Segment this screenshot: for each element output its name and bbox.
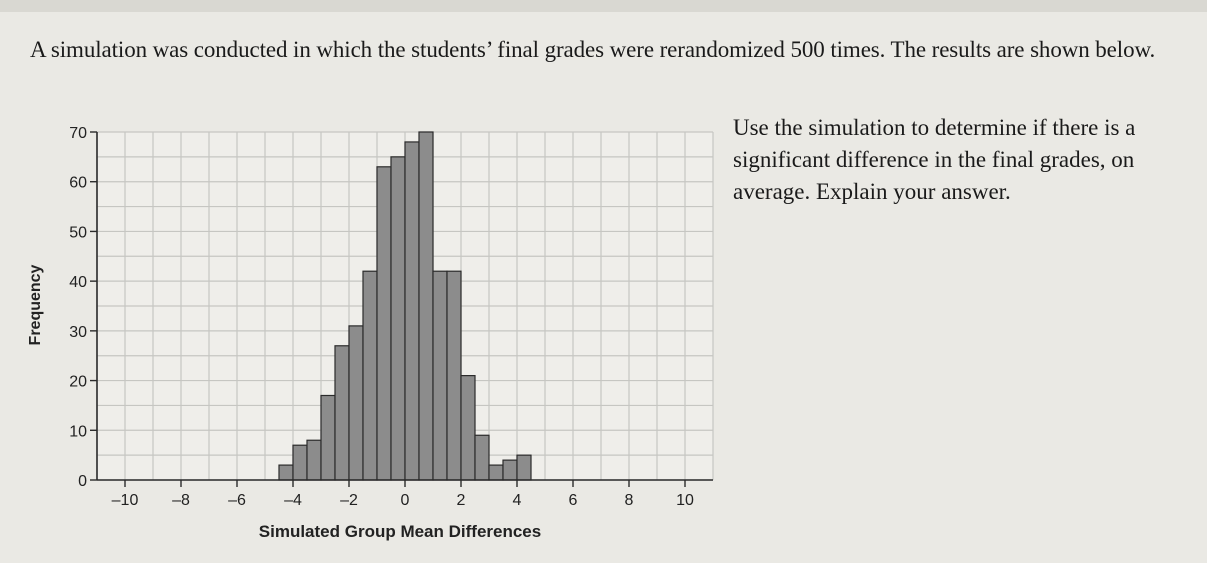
- y-tick-label: 10: [69, 423, 87, 441]
- histogram-chart: [0, 110, 730, 560]
- histogram-bar: [489, 465, 503, 480]
- histogram-bar: [517, 455, 531, 480]
- x-tick-label: 10: [676, 492, 694, 509]
- x-tick-label: 4: [512, 492, 522, 509]
- histogram-bar: [503, 460, 517, 480]
- x-tick-label: –2: [340, 492, 358, 509]
- y-tick-label: 50: [69, 224, 87, 242]
- x-tick-label: –4: [284, 492, 302, 509]
- histogram-bar: [391, 157, 405, 480]
- histogram-bar: [447, 271, 461, 480]
- y-tick-label: 70: [69, 125, 87, 142]
- histogram-bar: [349, 326, 363, 480]
- histogram-bar: [405, 142, 419, 480]
- histogram-bar: [321, 395, 335, 480]
- page-top-edge: [0, 0, 1207, 12]
- y-axis-label: Frequency: [27, 264, 44, 346]
- y-tick-label: 40: [69, 274, 87, 292]
- histogram-bar: [363, 271, 377, 480]
- question-paragraph: Use the simulation to determine if there is a significant difference in the final grades, on average. Explain your answer.: [733, 115, 1136, 204]
- x-tick-label: 8: [624, 492, 634, 509]
- intro-paragraph: A simulation was conducted in which the students’ final grades were rerandomized 500 times. The results are shown below.: [30, 37, 1156, 62]
- histogram-bar: [307, 440, 321, 480]
- histogram-bar: [293, 445, 307, 480]
- histogram-bar: [419, 132, 433, 480]
- x-tick-label: 0: [400, 492, 410, 509]
- x-tick-label: 6: [568, 492, 578, 509]
- x-tick-label: 2: [456, 492, 466, 509]
- x-axis-label: Simulated Group Mean Differences: [258, 522, 542, 541]
- histogram-bar: [461, 376, 475, 480]
- y-tick-label: 20: [69, 373, 87, 391]
- x-tick-label: –8: [172, 492, 190, 509]
- y-tick-label: 0: [78, 473, 87, 490]
- histogram-bar: [335, 346, 349, 480]
- histogram-bar: [433, 271, 447, 480]
- x-tick-label: –10: [111, 492, 139, 509]
- x-tick-label: –6: [228, 492, 246, 509]
- y-tick-label: 30: [69, 323, 87, 341]
- histogram-bar: [279, 465, 293, 480]
- histogram-bar: [475, 435, 489, 480]
- histogram-bar: [377, 167, 391, 480]
- y-tick-label: 60: [69, 174, 87, 192]
